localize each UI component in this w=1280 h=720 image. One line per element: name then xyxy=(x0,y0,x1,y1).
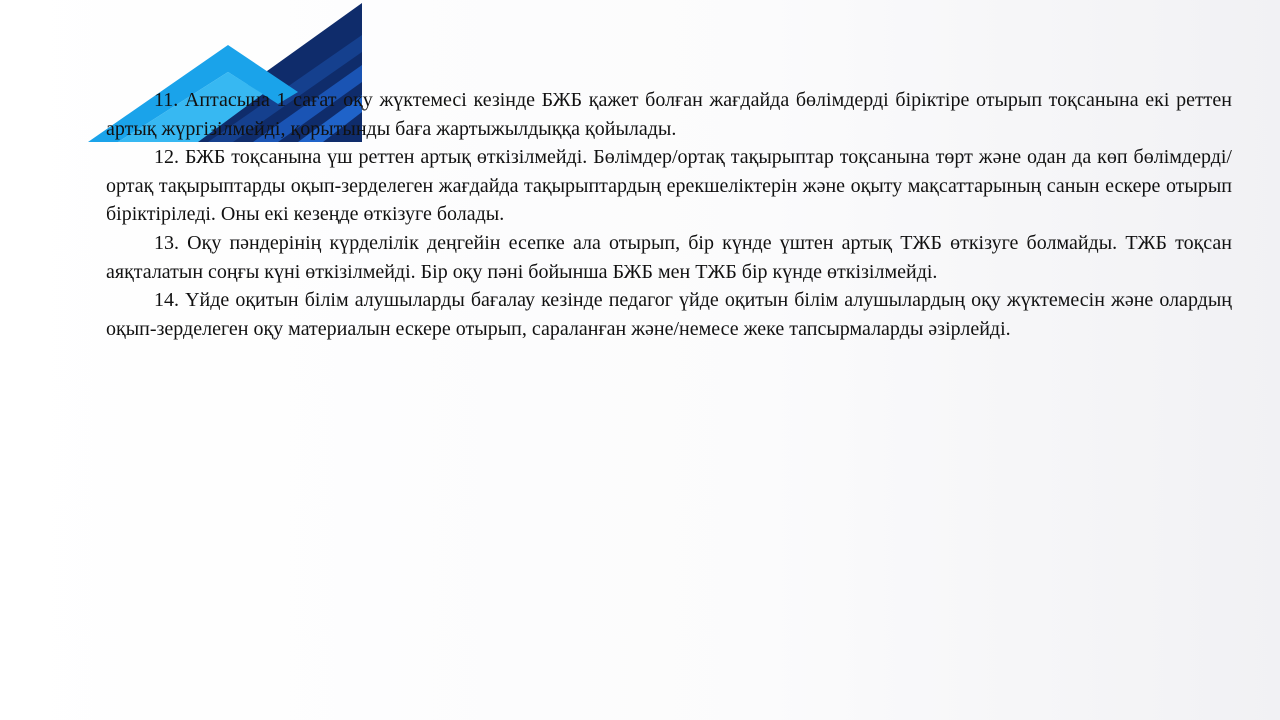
paragraph-11: 11. Аптасына 1 сағат оқу жүктемесі кезінде БЖБ қажет болған жағдайда бөлімдерді біріктіре отырып тоқсанына екі реттен артық жүргізілмейді, қорытынды баға жартыжылдыққа қойылады. xyxy=(106,89,1232,140)
document-body xyxy=(106,86,1232,343)
paragraph-13: 13. Оқу пәндерінің күрделілік деңгейін есепке ала отырып, бір күнде үштен артық ТЖБ өткізуге болмайды. ТЖБ тоқсан аяқталатын соңғы күні өткізілмейді. Бір оқу пәні бойынша БЖБ мен ТЖБ бір күнде өткізілмейді. xyxy=(106,231,1232,283)
paragraph-12: 12. БЖБ тоқсанына үш реттен артық өткізілмейді. Бөлімдер/ортақ тақырыптар тоқсанына төрт және одан да көп бөлімдерді/ортақ тақырыптарды оқып-зерделеген жағдайда тақырыптардың ерекшеліктерін және оқыту мақсаттарының санын ескере отырып біріктіріледі. Оны екі кезеңде өткізуге болады. xyxy=(106,146,1232,226)
paragraph-14: 14. Үйде оқитын білім алушыларды бағалау кезінде педагог үйде оқитын білім алушылардың оқу жүктемесін және олардың оқып-зерделеген оқу материалын ескере отырып, сараланған және/немесе жеке тапсырмаларды әзірлейді. xyxy=(106,289,1232,340)
